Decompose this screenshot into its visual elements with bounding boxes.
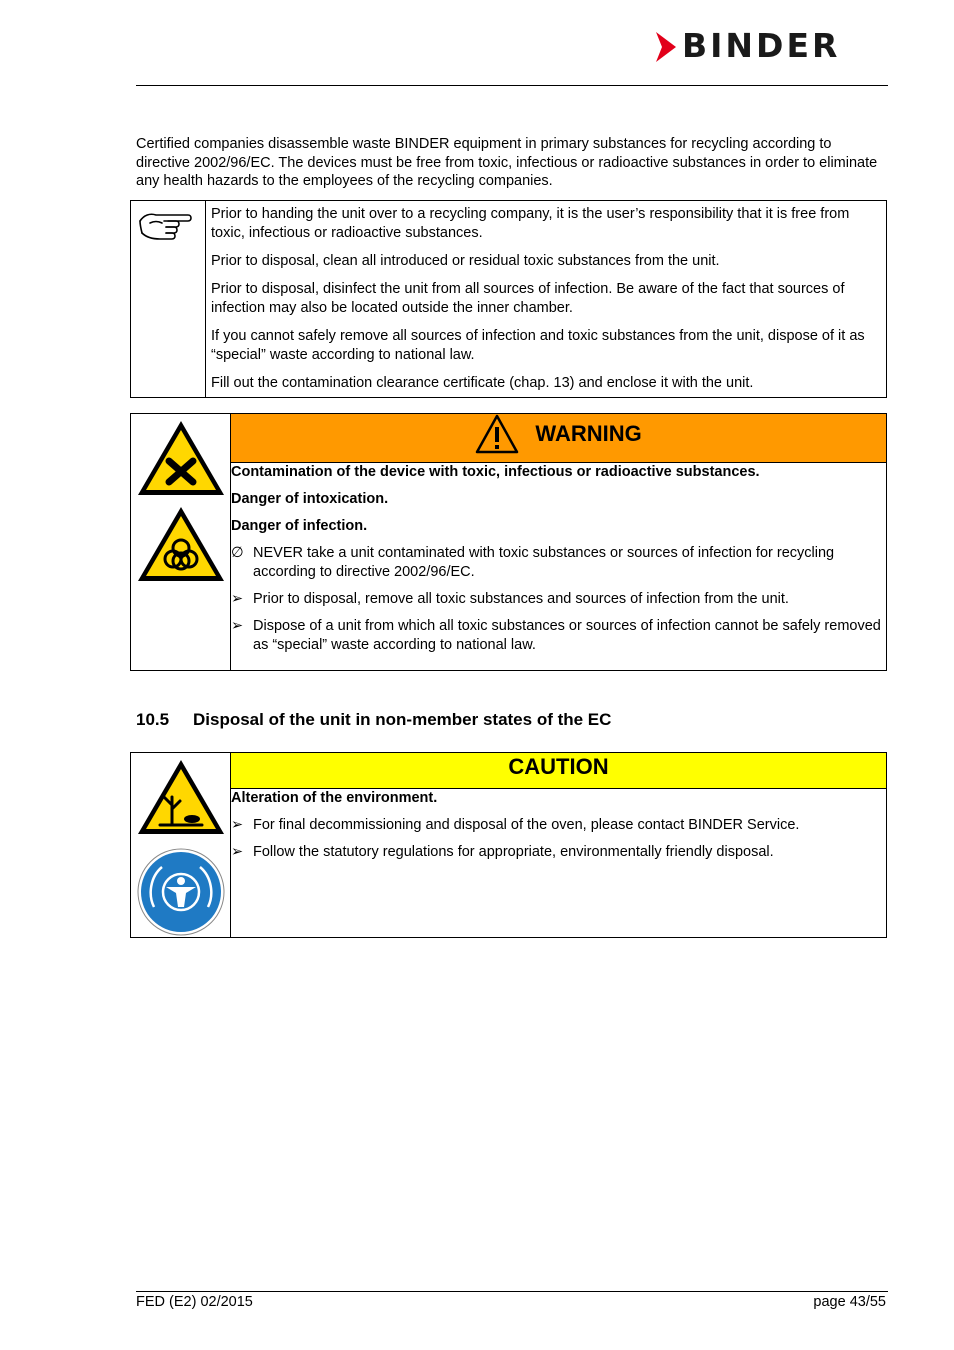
- warning-triangle-icon: [475, 414, 519, 454]
- caution-icon-cell: [131, 753, 231, 938]
- footer-doc-id: FED (E2) 02/2015: [136, 1294, 253, 1310]
- warning-lead: Contamination of the device with toxic, infectious or radioactive substances.: [231, 464, 760, 480]
- bullet-marker: ➢: [231, 591, 244, 607]
- note-icon-cell: [131, 201, 206, 398]
- environment-hazard-icon: [136, 757, 226, 837]
- note-paragraph: Prior to handing the unit over to a recycling company, it is the user’s responsibility that it is free from toxic, infectious or radioactive substances.: [211, 206, 850, 241]
- section-number: 10.5: [136, 710, 170, 729]
- prohibition-text: NEVER take a unit contaminated with toxic substances or sources of infection for recycling according to directive 2002/96/EC.: [253, 545, 835, 580]
- biohazard-icon: [136, 504, 226, 584]
- warning-text-cell: [231, 463, 887, 671]
- header-rule: [136, 85, 888, 86]
- intro-paragraph: Certified companies disassemble waste BINDER equipment in primary substances for recycling according to directive 2002/96/EC. The devices must be free from toxic, infectious or radioactive substances in order to eliminate any health hazards to the employees of the recycling companies.: [136, 136, 878, 189]
- caution-text-cell: [231, 789, 887, 938]
- brand-name: BINDER: [682, 26, 841, 65]
- action-text: Prior to disposal, remove all toxic substances and sources of infection from the unit.: [253, 591, 789, 607]
- note-paragraph: Fill out the contamination clearance certificate (chap. 13) and enclose it with the unit.: [211, 375, 754, 391]
- section-title: Disposal of the unit in non-member states of the EC: [193, 710, 612, 729]
- note-box: [130, 200, 887, 398]
- action-item: [231, 617, 886, 655]
- caution-header: [231, 753, 887, 789]
- blue-angel-icon: [136, 847, 226, 937]
- note-paragraph: Prior to disposal, disinfect the unit from all sources of infection. Be aware of the fact that sources of infection may also be located outside the inner chamber.: [211, 281, 845, 316]
- warning-danger: Danger of intoxication.: [231, 491, 389, 507]
- warning-danger: Danger of infection.: [231, 518, 368, 534]
- action-text: Follow the statutory regulations for appropriate, environmentally friendly disposal.: [253, 844, 774, 860]
- caution-box: [130, 752, 887, 938]
- action-text: For final decommissioning and disposal of the oven, please contact BINDER Service.: [253, 817, 800, 833]
- pointing-hand-icon: [136, 207, 196, 253]
- footer-page-number: page 43/55: [813, 1294, 886, 1310]
- note-text-cell: [206, 201, 887, 398]
- footer-rule: [136, 1291, 888, 1292]
- harmful-substance-icon: [136, 418, 226, 498]
- prohibition-marker: ∅: [231, 545, 244, 561]
- bullet-marker: ➢: [231, 844, 244, 860]
- warning-icon-cell: [131, 414, 231, 671]
- action-item: [231, 590, 886, 609]
- bullet-marker: ➢: [231, 618, 244, 634]
- caution-lead: Alteration of the environment.: [231, 790, 438, 806]
- warning-title: WARNING: [535, 421, 642, 446]
- binder-logo-mark-icon: [652, 30, 680, 64]
- action-text: Dispose of a unit from which all toxic substances or sources of infection cannot be safely removed as “special” waste according to national law.: [253, 618, 881, 653]
- action-item: [231, 816, 886, 835]
- prohibition-item: [231, 544, 886, 582]
- warning-box: [130, 413, 887, 671]
- note-paragraph: If you cannot safely remove all sources of infection and toxic substances from the unit, dispose of it as “special” waste according to national law.: [211, 328, 865, 363]
- bullet-marker: ➢: [231, 817, 244, 833]
- warning-header: [231, 414, 887, 463]
- section-heading: [136, 710, 611, 730]
- action-item: [231, 843, 886, 862]
- binder-logo: [652, 26, 888, 65]
- caution-title: CAUTION: [508, 754, 609, 780]
- note-paragraph: Prior to disposal, clean all introduced or residual toxic substances from the unit.: [211, 253, 720, 269]
